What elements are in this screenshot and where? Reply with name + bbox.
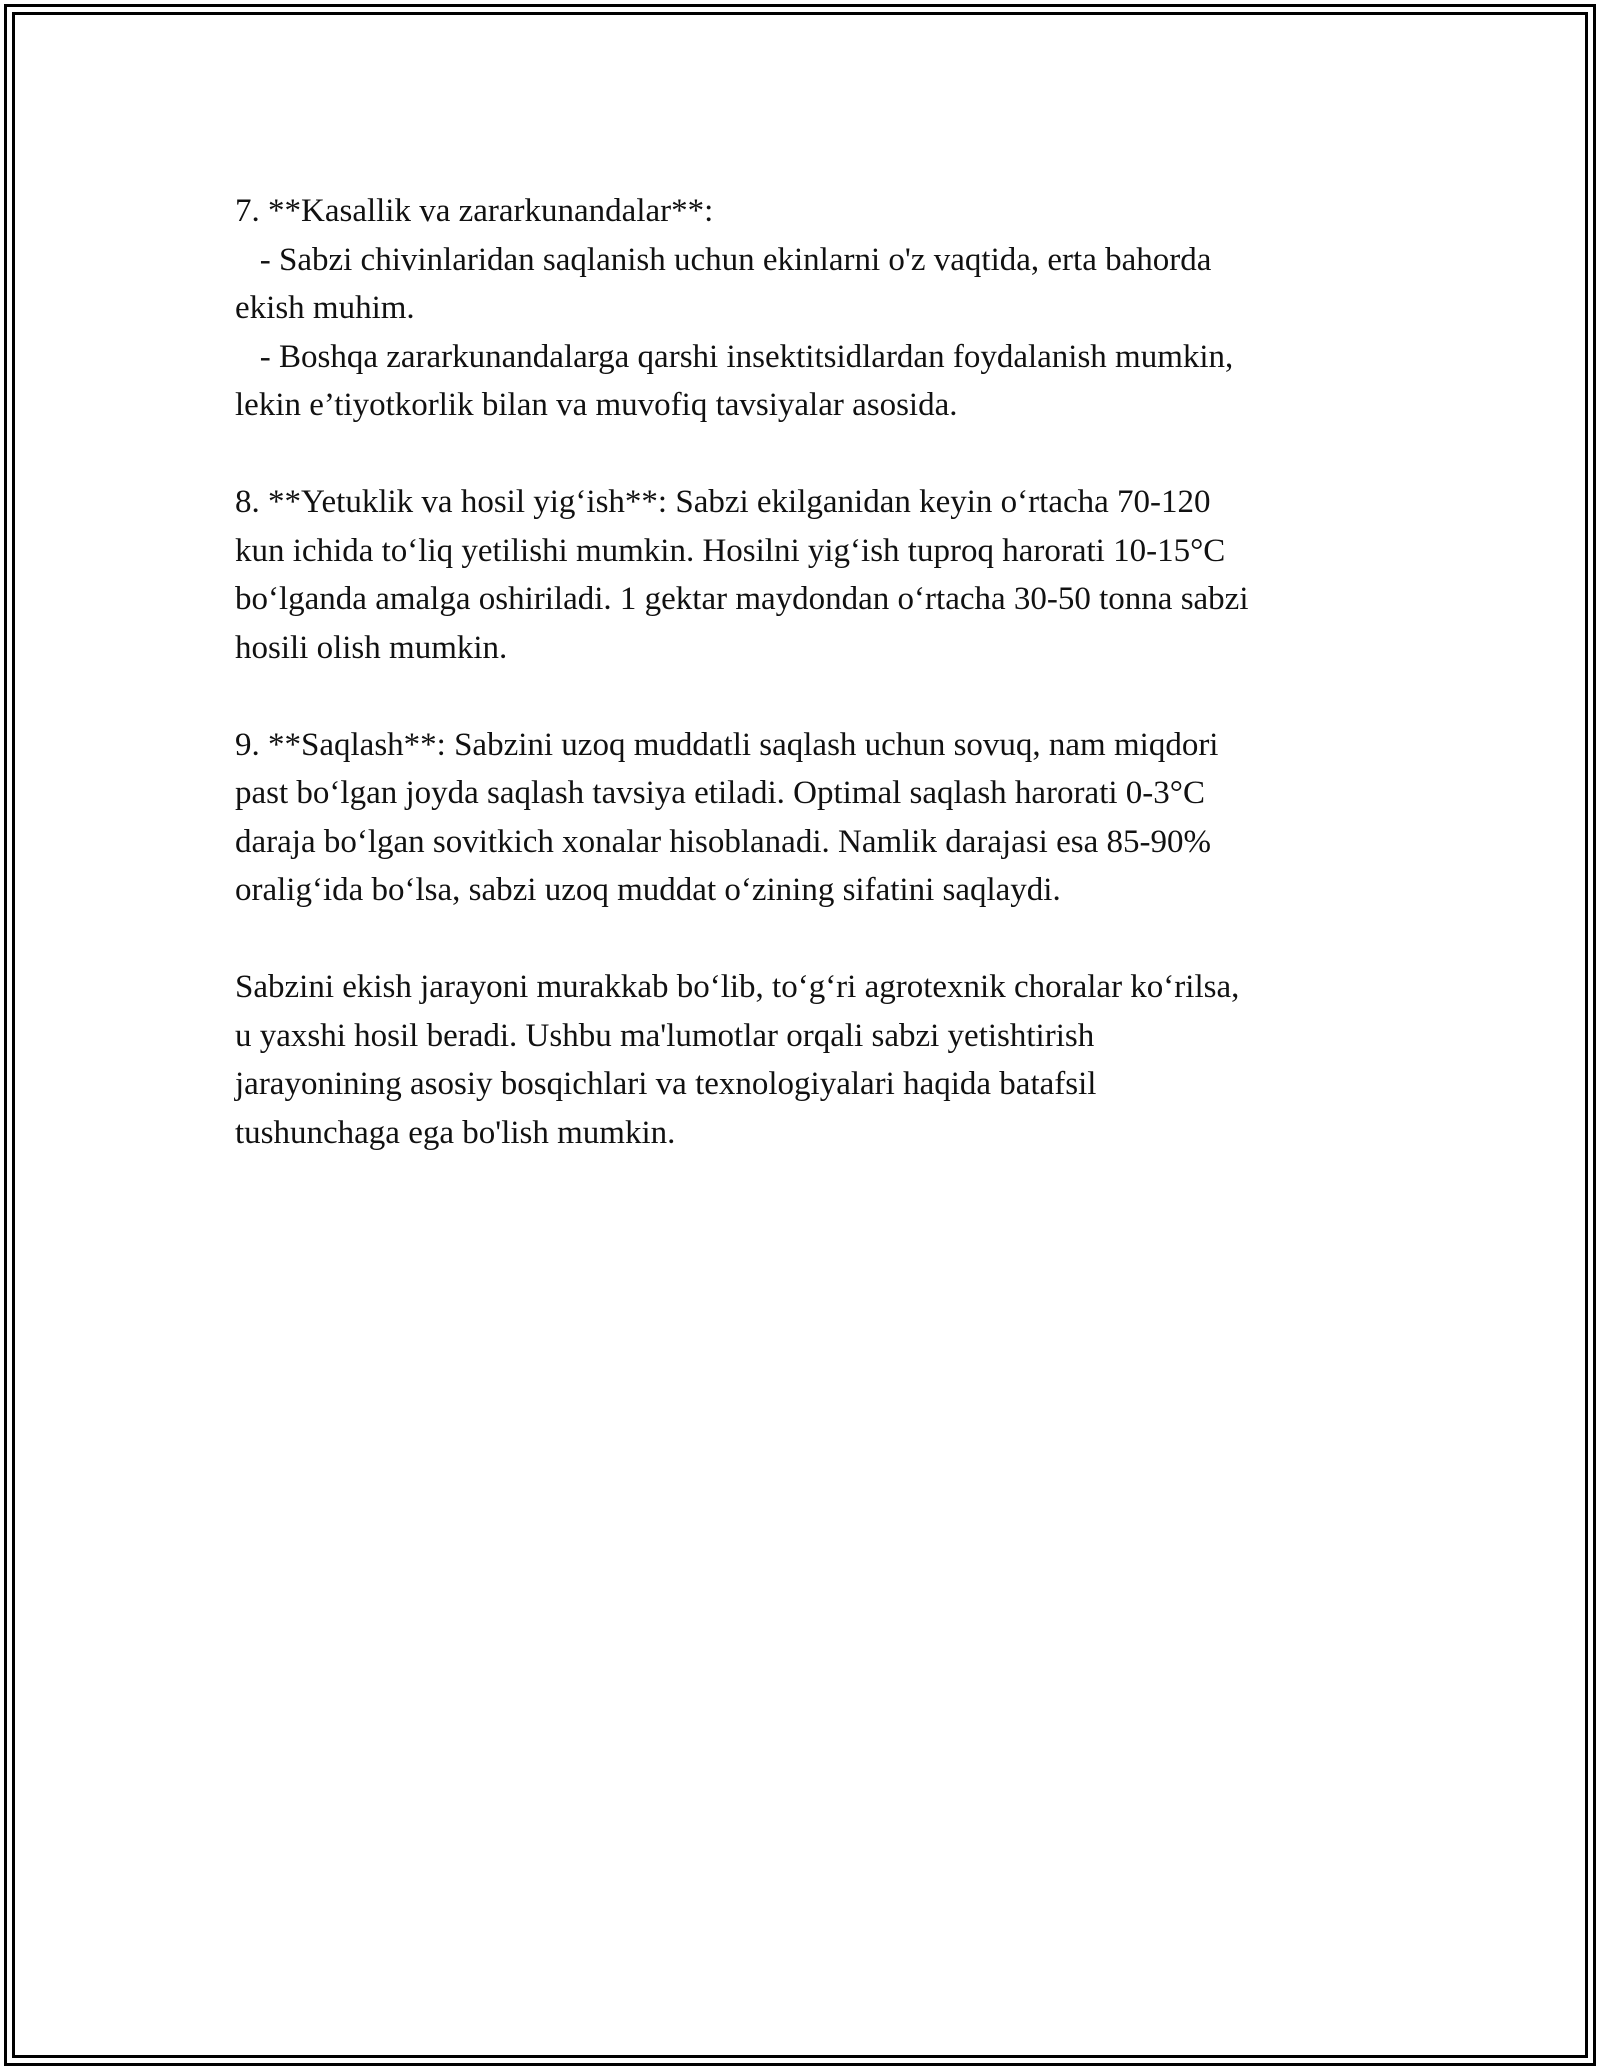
section-9-storage [235,721,1365,915]
document-body [235,187,1365,1206]
text-line: lekin e’tiyotkorlik bilan va muvofiq tavsiyalar asosida. [235,387,958,423]
text-line: 7. **Kasallik va zararkunandalar**: [235,193,714,229]
text-line: kun ichida to‘liq yetilishi mumkin. Hosilni yig‘ish tuproq harorati 10-15°C [235,532,1226,569]
section-8-harvest [235,478,1365,672]
text-line: ekish muhim. [235,290,415,326]
text-line: - Sabzi chivinlaridan saqlanish uchun ekinlarni o'z vaqtida, erta bahorda [235,241,1212,278]
conclusion-paragraph [235,963,1365,1157]
text-line: tushunchaga ega bo'lish mumkin. [235,1114,676,1151]
text-line: oralig‘ida bo‘lsa, sabzi uzoq muddat o‘zining sifatini saqlaydi. [235,872,1061,908]
text-line: daraja bo‘lgan sovitkich xonalar hisoblanadi. Namlik darajasi esa 85-90% [235,823,1211,860]
text-line: hosili olish mumkin. [235,629,508,666]
section-7-diseases-pests [235,187,1365,430]
text-line: bo‘lganda amalga oshiriladi. 1 gektar maydondan o‘rtacha 30-50 tonna sabzi [235,581,1249,617]
text-line: u yaxshi hosil beradi. Ushbu ma'lumotlar orqali sabzi yetishtirish [235,1017,1095,1054]
text-line: jarayonining asosiy bosqichlari va texnologiyalari haqida batafsil [235,1066,1097,1102]
text-line: past bo‘lgan joyda saqlash tavsiya etiladi. Optimal saqlash harorati 0-3°C [235,775,1205,811]
text-line: 9. **Saqlash**: Sabzini uzoq muddatli saqlash uchun sovuq, nam miqdori [235,726,1219,763]
text-line: - Boshqa zararkunandalarga qarshi insektitsidlardan foydalanish mumkin, [235,338,1234,375]
text-line: 8. **Yetuklik va hosil yig‘ish**: Sabzi ekilganidan keyin o‘rtacha 70-120 [235,484,1211,520]
text-line: Sabzini ekish jarayoni murakkab bo‘lib, to‘g‘ri agrotexnik choralar ko‘rilsa, [235,969,1240,1005]
